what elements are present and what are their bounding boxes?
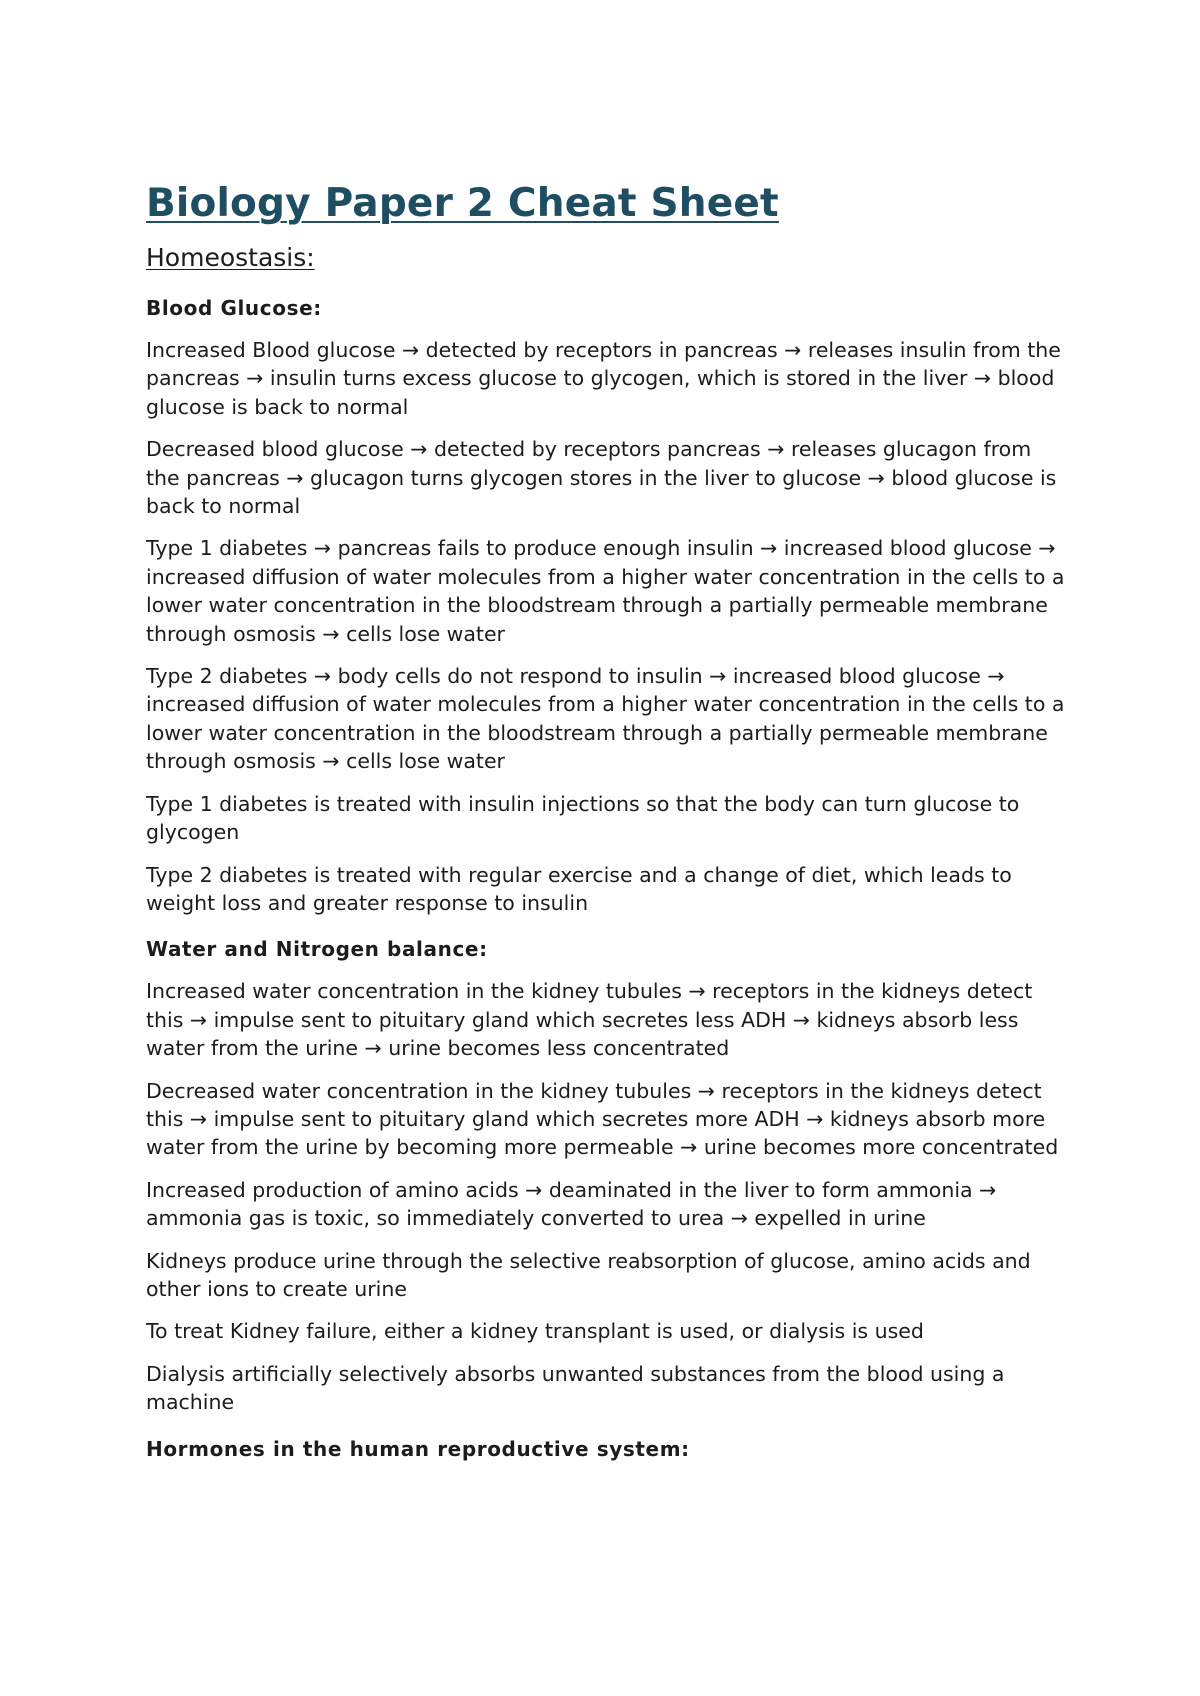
- sub-heading-water-nitrogen: Water and Nitrogen balance:: [146, 937, 488, 962]
- paragraph: Type 1 diabetes is treated with insulin injections so that the body can turn glucose to glycogen: [146, 791, 1020, 845]
- paragraph: Increased water concentration in the kidney tubules → receptors in the kidneys detect this → impulse sent to pituitary gland which secretes less ADH → kidneys absorb less water from the urine → urine becomes less concentrated: [146, 979, 1033, 1061]
- paragraph: Decreased water concentration in the kidney tubules → receptors in the kidneys detect this → impulse sent to pituitary gland which secretes more ADH → kidneys absorb more water from the urine by becoming more permeable → urine becomes more concentrated: [146, 1078, 1059, 1160]
- document-page: [146, 176, 1066, 1463]
- water-nitrogen-section: [146, 935, 1066, 1416]
- paragraph: Dialysis artificially selectively absorbs unwanted substances from the blood using a machine: [146, 1361, 1005, 1415]
- paragraph: Kidneys produce urine through the selective reabsorption of glucose, amino acids and other ions to create urine: [146, 1248, 1031, 1301]
- paragraph: Increased Blood glucose → detected by receptors in pancreas → releases insulin from the pancreas → insulin turns excess glucose to glycogen, which is stored in the liver → blood glucose is back to normal: [146, 338, 1061, 419]
- blood-glucose-section: [146, 294, 1066, 917]
- section-heading-homeostasis: Homeostasis:: [146, 243, 315, 272]
- reproductive-section: [146, 1435, 1066, 1463]
- document-title: Biology Paper 2 Cheat Sheet: [146, 181, 779, 226]
- sub-heading-reproductive-hormones: Hormones in the human reproductive system:: [146, 1436, 690, 1461]
- paragraph: Decreased blood glucose → detected by receptors pancreas → releases glucagon from the pancreas → glucagon turns glycogen stores in the liver to glucose → blood glucose is back to normal: [146, 437, 1057, 519]
- sub-heading-blood-glucose: Blood Glucose:: [146, 296, 322, 320]
- paragraph: Type 2 diabetes is treated with regular exercise and a change of diet, which leads to weight loss and greater response to insulin: [146, 862, 1012, 915]
- paragraph: Type 2 diabetes → body cells do not respond to insulin → increased blood glucose → increased diffusion of water molecules from a higher water concentration in the cells to a lower water concentration in the bloodstream through a partially permeable membrane through osmosis → cells lose water: [146, 664, 1065, 774]
- paragraph: Increased production of amino acids → deaminated in the liver to form ammonia → ammonia gas is toxic, so immediately converted to urea → expelled in urine: [146, 1177, 997, 1231]
- paragraph: To treat Kidney failure, either a kidney transplant is used, or dialysis is used: [146, 1319, 924, 1344]
- paragraph: Type 1 diabetes → pancreas fails to produce enough insulin → increased blood glucose → increased diffusion of water molecules from a higher water concentration in the cells to a lower water concentration in the bloodstream through a partially permeable membrane through osmosis → cells lose water: [146, 536, 1065, 646]
